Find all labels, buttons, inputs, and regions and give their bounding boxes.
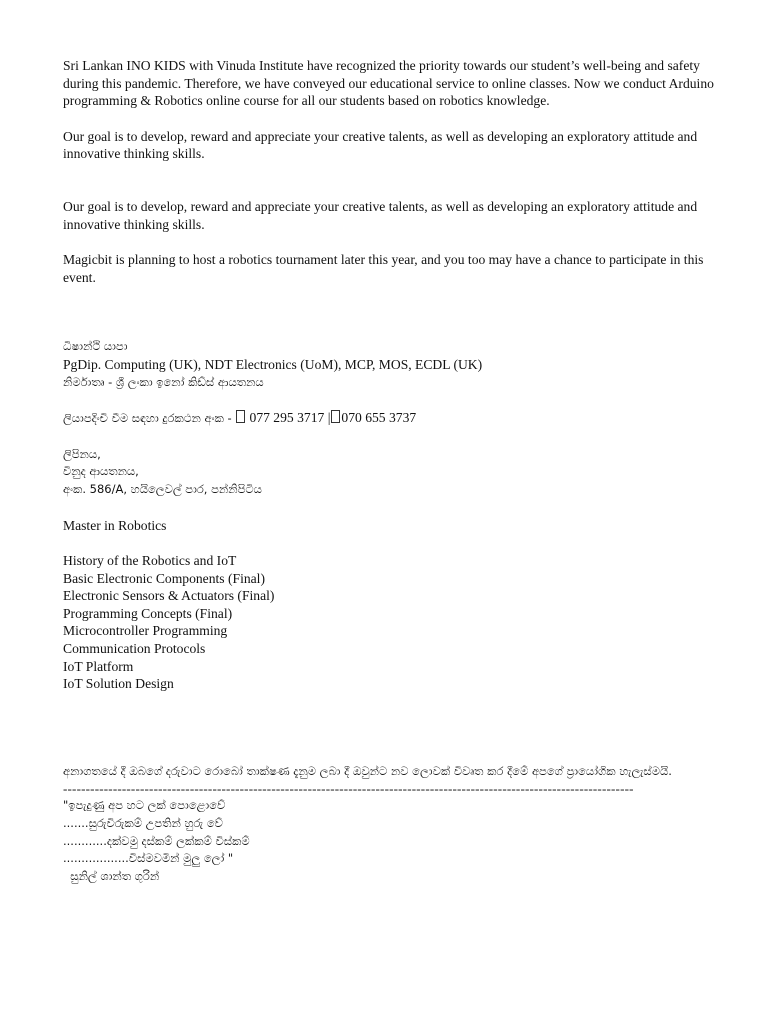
poem-author: සුනිල් ශාන්ත ගුරින්	[63, 868, 160, 883]
phone-label: ලියාපදිංචි වීම සඳහා දුරකථන අංක -	[63, 411, 232, 426]
contact-name: ධිෂාන්ථි යාපා	[63, 339, 128, 354]
poem-line: ..................විස්මවමින් මුලු ලෝ "	[63, 851, 234, 866]
closing-message: අනාගතයේ දී ඔබගේ දරුවාට රොබෝ තාක්ෂණ දැනුම ලබා දී ඔවුන්ට නව ලොවක් විවෘත කර දීමේ අපගේ ප්‍රායෝගික හැලැස්මයි.	[63, 763, 672, 778]
phone-icon	[331, 410, 340, 423]
phone-icon	[236, 410, 245, 423]
phone-number-2[interactable]: 070 655 3737	[341, 410, 417, 426]
poem-line: "ඉපැදුණු අප හට ලක් පොළොවේ	[63, 798, 226, 813]
address-heading: ලිපිනය,	[63, 446, 101, 461]
list-item: Microcontroller Programming	[63, 623, 228, 639]
list-item: IoT Platform	[63, 658, 134, 674]
phone-number-1[interactable]: 077 295 3717	[249, 410, 325, 426]
list-item: Programming Concepts (Final)	[63, 605, 233, 621]
intro-paragraph-1: Sri Lankan INO KIDS with Vinuda Institute have recognized the priority towards our student’s well-being and safety during this pandemic. Therefore, we have conveyed our educational service to online classes. Now we conduct Arduino programming & Robotics online course for all our students based on robotics knowledge.	[63, 58, 714, 109]
divider-line: ------------------------------------------------------------------------------------------------------------------------------	[63, 781, 634, 797]
document-page	[63, 57, 723, 885]
poem-line: ............දක්වමු දස්කම් ලක්කම් විස්කම්	[63, 833, 250, 848]
intro-paragraph-3: Our goal is to develop, reward and appreciate your creative talents, as well as developing an exploratory attitude and innovative thinking skills.	[63, 198, 698, 232]
poem	[63, 797, 723, 885]
list-item: Basic Electronic Components (Final)	[63, 570, 265, 586]
phone-separator: |	[327, 410, 331, 426]
list-item: Communication Protocols	[63, 641, 206, 657]
intro-paragraph-4: Magicbit is planning to host a robotics tournament later this year, and you too may have a chance to participate in this event.	[63, 252, 704, 285]
contact-qualifications: PgDip. Computing (UK), NDT Electronics (UoM), MCP, MOS, ECDL (UK)	[63, 356, 483, 372]
address-line-1: විනුද ආයතනය,	[63, 464, 139, 479]
poem-line: .......සුරුවිරුකම් උපතින් හුරු වේ	[63, 816, 223, 831]
list-item: IoT Solution Design	[63, 676, 174, 692]
course-topic-list	[63, 552, 723, 693]
contact-phone-line	[63, 409, 723, 428]
contact-role: නිර්මාතෘ - ශ්‍රී ලංකා ඉනෝ කිඩ්ස් ආයතනය	[63, 374, 264, 389]
list-item: Electronic Sensors & Actuators (Final)	[63, 588, 275, 604]
intro-paragraph-2: Our goal is to develop, reward and appreciate your creative talents, as well as developing an exploratory attitude and innovative thinking skills.	[63, 128, 698, 162]
course-title: Master in Robotics	[63, 517, 167, 533]
list-item: History of the Robotics and IoT	[63, 553, 237, 569]
address-line-2: අංක. 586/A, හයිලෙවල් පාර, පන්නිපිටිය	[63, 481, 262, 496]
